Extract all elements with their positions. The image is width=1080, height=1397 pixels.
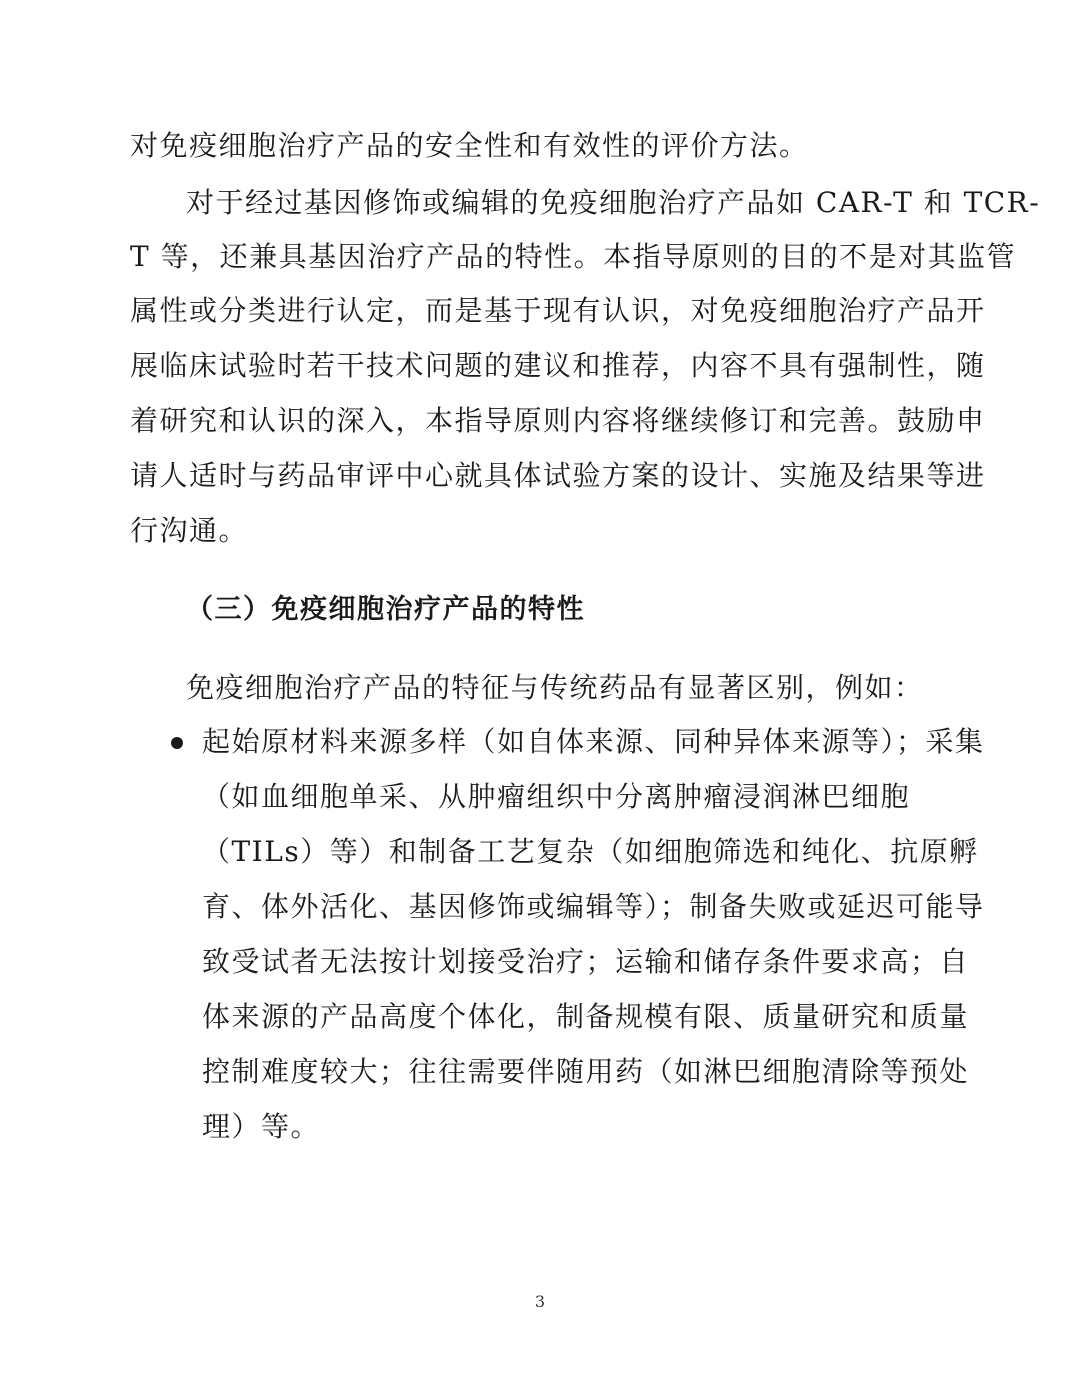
text-line: 请人适时与药品审评中心就具体试验方案的设计、实施及结果等进: [130, 459, 986, 492]
bullet-text-line: （如血细胞单采、从肿瘤组织中分离肿瘤浸润淋巴细胞: [202, 780, 911, 813]
text-line: 着研究和认识的深入，本指导原则内容将继续修订和完善。鼓励申: [130, 404, 986, 437]
text-line: T 等，还兼具基因治疗产品的特性。本指导原则的目的不是对其监管: [130, 240, 1017, 273]
text-line: 属性或分类进行认定，而是基于现有认识，对免疫细胞治疗产品开: [130, 294, 986, 327]
bullet-text-line: 育、体外活化、基因修饰或编辑等）；制备失败或延迟可能导: [202, 890, 985, 923]
bullet-dot-icon: [171, 737, 183, 749]
text-line: 对于经过基因修饰或编辑的免疫细胞治疗产品如 CAR-T 和 TCR-: [186, 186, 1041, 219]
bullet-text-line: （TILs）等）和制备工艺复杂（如细胞筛选和纯化、抗原孵: [202, 835, 979, 868]
bullet-text-line: 控制难度较大；往往需要伴随用药（如淋巴细胞清除等预处: [202, 1055, 970, 1088]
bullet-text-line: 理）等。: [202, 1110, 321, 1143]
text-line: 展临床试验时若干技术问题的建议和推荐，内容不具有强制性，随: [130, 349, 986, 382]
bullet-text-line: 体来源的产品高度个体化，制备规模有限、质量研究和质量: [202, 1000, 970, 1033]
text-line: 行沟通。: [130, 514, 249, 547]
page-number: 3: [534, 1292, 546, 1311]
text-line: 对免疫细胞治疗产品的安全性和有效性的评价方法。: [130, 129, 809, 162]
bullet-text-line: 致受试者无法按计划接受治疗；运输和储存条件要求高；自: [202, 945, 970, 978]
section-heading: （三）免疫细胞治疗产品的特性: [186, 594, 585, 625]
bullet-text-line: 起始原材料来源多样（如自体来源、同种异体来源等）；采集: [202, 725, 985, 758]
intro-sentence: 免疫细胞治疗产品的特征与传统药品有显著区别，例如：: [186, 671, 924, 704]
